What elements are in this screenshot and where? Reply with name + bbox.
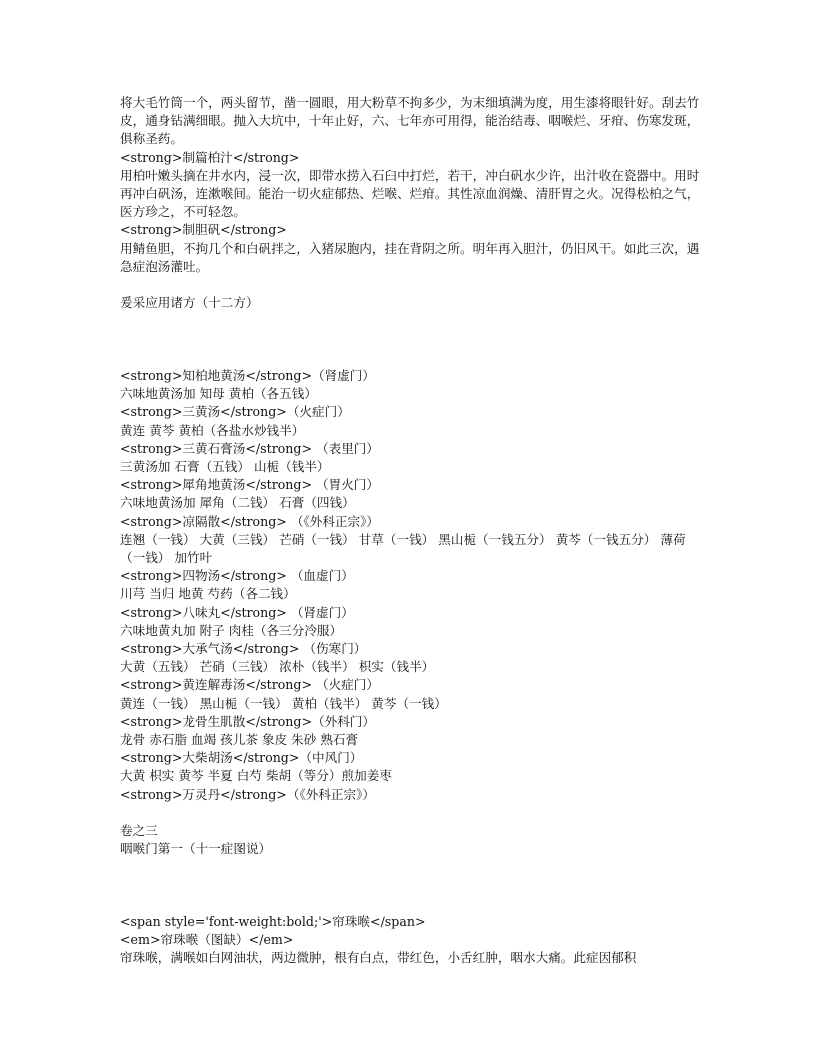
formula-name: <strong>三黄石膏汤</strong> （表里门）	[120, 440, 379, 456]
formula-name: <strong>大承气汤</strong> （伤寒门）	[120, 641, 367, 657]
formula-name: <strong>黄连解毒汤</strong> （火症门）	[120, 677, 379, 693]
spacer	[120, 276, 700, 294]
formula-name: <strong>凉隔散</strong> （《外科正宗》）	[120, 513, 379, 529]
formula-name: <strong>犀角地黄汤</strong> （胃火门）	[120, 477, 379, 493]
intro-paragraph: 将大毛竹筒一个，两头留节，凿一圆眼，用大粉草不拘多少，为末细填满为度，用生漆将眼针好。刮去竹皮，通身钻满细眼。抛入大坑中，十年止好，六、七年亦可用得，能治结毒、咽喉烂、牙疳、伤寒发斑，俱称圣药。	[120, 95, 700, 147]
formula-name: <strong>万灵丹</strong>（《外科正宗》）	[120, 786, 375, 802]
formula-ingredients: 六味地黄汤加 犀角（二钱） 石膏（四钱）	[120, 495, 355, 511]
formula-ingredients: 黄连（一钱） 黑山栀（一钱） 黄柏（钱半） 黄芩（一钱）	[120, 695, 447, 711]
spacer	[120, 804, 700, 822]
formula-ingredients: 龙骨 赤石脂 血竭 孩儿茶 象皮 朱砂 熟石膏	[120, 732, 359, 748]
formula-name: <strong>三黄汤</strong>（火症门）	[120, 404, 350, 420]
formula-name: <strong>知柏地黄汤</strong>（肾虚门）	[120, 368, 375, 383]
chapter-title: 咽喉门第一（十一症图说）	[120, 841, 272, 857]
recipe-heading: <strong>制篇柏汁</strong>	[120, 149, 300, 165]
formula-name: <strong>四物汤</strong> （血虚门）	[120, 568, 354, 584]
formula-ingredients: 大黄（五钱） 芒硝（三钱） 浓朴（钱半） 枳实（钱半）	[120, 659, 435, 675]
spacer	[120, 858, 700, 894]
disease-subheading: <em>帘珠喉（图缺）</em>	[120, 932, 294, 948]
recipe-heading: <strong>制胆矾</strong>	[120, 222, 287, 238]
section-title: 爰采应用诸方（十二方）	[120, 295, 259, 311]
formula-ingredients: 连翘（一钱） 大黄（三钱） 芒硝（一钱） 甘草（一钱） 黑山栀（一钱五分） 黄芩（一钱五分） 薄荷（一钱） 加竹叶	[120, 531, 686, 566]
spacer	[120, 349, 700, 367]
formula-ingredients: 三黄汤加 石膏（五钱） 山栀（钱半）	[120, 459, 330, 475]
spacer	[120, 895, 700, 913]
disease-paragraph: 帘珠喉，满喉如白网油状，两边微肿，根有白点，带红色，小舌红肿，咽水大痛。此症因郁积	[120, 950, 637, 966]
volume-title: 卷之三	[120, 823, 158, 839]
formula-name: <strong>龙骨生肌散</strong>（外科门）	[120, 713, 375, 729]
recipe-paragraph: 用柏叶嫩头摘在井水内，浸一次，即带水捞入石臼中打烂，若干，冲白矾水少许，出汁收在瓷器中。用时再冲白矾汤，连漱喉间。能治一切火症郁热、烂喉、烂疳。其性凉血润燥、清肝胃之火。况得松柏之气，医方珍之，不可轻忽。	[120, 167, 700, 220]
recipe-paragraph: 用鲭鱼胆，不拘几个和白矾拌之，入猪尿胞内，挂在背阴之所。明年再入胆汁，仍旧风干。如此三次，遇急症泡汤灌吐。	[120, 240, 700, 274]
formula-ingredients: 六味地黄汤加 知母 黄柏（各五钱）	[120, 386, 317, 402]
formula-ingredients: 黄连 黄芩 黄柏（各盐水炒钱半）	[120, 422, 305, 438]
formula-name: <strong>大柴胡汤</strong>（中风门）	[120, 750, 363, 766]
formula-ingredients: 川芎 当归 地黄 芍药（各二钱）	[120, 586, 296, 602]
document-page	[120, 94, 700, 968]
disease-heading: <span style='font-weight:bold;'>帘珠喉</span>	[120, 914, 426, 930]
formula-ingredients: 六味地黄丸加 附子 肉桂（各三分冷服）	[120, 622, 343, 638]
formula-ingredients: 大黄 枳实 黄芩 半夏 白芍 柴胡（等分）煎加姜枣	[120, 768, 392, 784]
spacer	[120, 312, 700, 348]
formula-name: <strong>八味丸</strong> （肾虚门）	[120, 604, 354, 620]
